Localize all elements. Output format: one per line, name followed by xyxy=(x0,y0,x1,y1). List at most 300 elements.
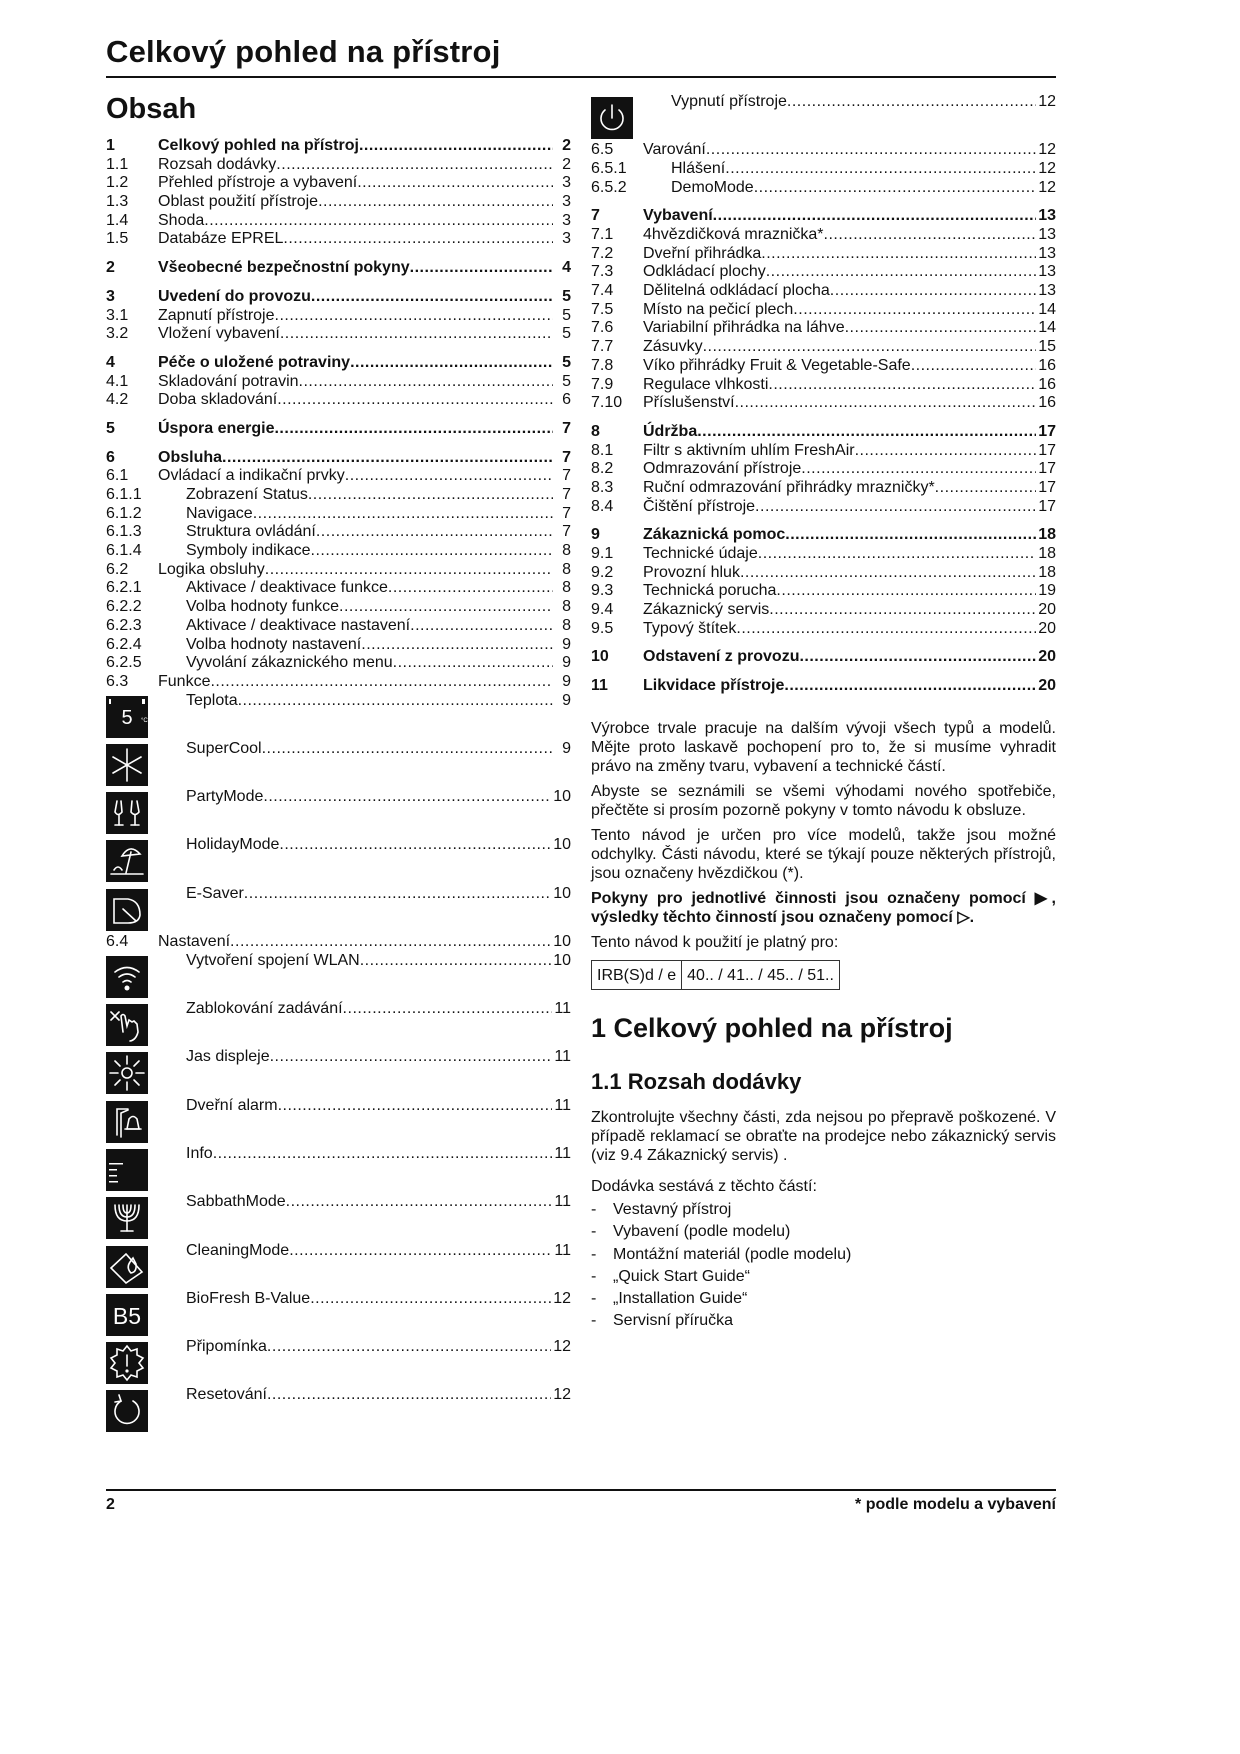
toc-dot-leader xyxy=(289,1242,552,1261)
toc-entry-page: 16 xyxy=(1038,356,1056,374)
toc-entry-title: Zásuvky xyxy=(643,338,703,356)
toc-entry-number: 3 xyxy=(106,287,115,305)
toc-entry-title: Volba hodnoty nastavení xyxy=(186,635,362,653)
toc-entry-title: Úspora energie xyxy=(158,419,275,437)
toc-entry-number: 8.1 xyxy=(591,441,614,459)
toc-entry-page: 10 xyxy=(553,933,571,951)
toc-entry-number: 6.2.3 xyxy=(106,616,142,634)
toc-entry[interactable] xyxy=(591,282,1056,301)
toc-entry-title: Dveřní alarm xyxy=(186,1096,278,1114)
toc-dot-leader xyxy=(766,263,1036,282)
toc-entry[interactable] xyxy=(591,526,1056,545)
section-heading: 1 Celkový pohled na přístroj xyxy=(591,1013,953,1043)
toc-entry-page: 2 xyxy=(562,137,571,154)
toc-entry-number: 6 xyxy=(106,448,115,466)
toc-dot-leader xyxy=(357,174,553,193)
toc-dot-leader xyxy=(310,1290,551,1309)
toc-entry-page: 20 xyxy=(1038,601,1056,619)
toc-entry-number: 7.8 xyxy=(591,356,614,374)
toc-entry[interactable] xyxy=(106,259,571,278)
power-off-icon xyxy=(591,97,633,139)
toc-entry[interactable] xyxy=(106,1000,571,1048)
toc-entry[interactable] xyxy=(591,460,1056,479)
info-service-icon xyxy=(106,1149,148,1191)
toc-dot-leader xyxy=(801,460,1036,479)
toc-entry-title: Obsluha xyxy=(158,448,223,466)
toc-entry[interactable] xyxy=(591,207,1056,226)
toc-entry[interactable] xyxy=(106,420,571,439)
toc-entry[interactable] xyxy=(106,542,571,561)
toc-entry-page: 15 xyxy=(1038,338,1056,356)
toc-entry-page: 17 xyxy=(1038,478,1056,496)
toc-entry-title: 4hvězdičková mraznička* xyxy=(643,226,824,244)
toc-entry-number: 6.3 xyxy=(106,672,129,690)
toc-dot-leader xyxy=(855,442,1037,461)
toc-dot-leader xyxy=(277,391,553,410)
toc-entry-page: 11 xyxy=(554,1048,571,1066)
toc-entry-page: 18 xyxy=(1038,545,1056,563)
toc-entry-title: Všeobecné bezpečnostní pokyny xyxy=(158,259,410,277)
toc-entry-title: Připomínka xyxy=(186,1338,267,1356)
toc-entry[interactable] xyxy=(106,156,571,175)
toc-dot-leader xyxy=(222,449,553,468)
toc-entry[interactable] xyxy=(106,788,571,836)
toc-dot-leader xyxy=(785,526,1036,545)
toc-dot-leader xyxy=(697,423,1036,442)
toc-entry-page: 16 xyxy=(1038,375,1056,393)
toc-entry[interactable] xyxy=(106,137,571,156)
toc-entry[interactable] xyxy=(106,193,571,212)
toc-entry[interactable] xyxy=(591,564,1056,583)
list-item-text: „Quick Start Guide“ xyxy=(613,1267,750,1285)
list-item-text: Montážní materiál (podle modelu) xyxy=(613,1245,852,1263)
toc-dot-leader xyxy=(768,376,1036,395)
toc-dot-leader xyxy=(299,373,553,392)
toc-entry-page: 16 xyxy=(1038,394,1056,412)
toc-entry-title: Technické údaje xyxy=(643,545,758,563)
toc-entry-page: 20 xyxy=(1038,648,1056,666)
toc-dot-leader xyxy=(784,677,1036,696)
sabbath-menorah-icon xyxy=(106,1197,148,1239)
toc-entry-number: 8.3 xyxy=(591,478,614,496)
toc-entry-number: 1.5 xyxy=(106,230,129,248)
toc-entry-number: 1 xyxy=(106,137,115,154)
toc-entry-number: 9.3 xyxy=(591,582,614,600)
toc-entry-number: 9.2 xyxy=(591,563,614,581)
toc-entry[interactable] xyxy=(106,579,571,598)
toc-entry-page: 12 xyxy=(553,1386,571,1404)
toc-entry[interactable] xyxy=(106,598,571,617)
toc-entry-page: 12 xyxy=(1038,93,1056,110)
biofresh-b-value-icon xyxy=(106,1294,148,1336)
toc-entry[interactable] xyxy=(106,373,571,392)
toc-entry[interactable] xyxy=(106,449,571,468)
toc-entry-number: 1.4 xyxy=(106,211,129,229)
toc-entry-title: Databáze EPREL xyxy=(158,230,284,248)
toc-dot-leader xyxy=(935,479,1037,498)
toc-entry-title: Péče o uložené potraviny xyxy=(158,353,351,371)
toc-entry[interactable] xyxy=(106,636,571,655)
toc-entry-page: 8 xyxy=(562,579,571,597)
toc-dot-leader xyxy=(736,620,1036,639)
toc-entry-number: 3.2 xyxy=(106,325,129,343)
intro-text xyxy=(591,719,1056,990)
toc-dot-leader xyxy=(793,301,1036,320)
toc-dot-leader xyxy=(238,692,553,711)
toc-entry-title: BioFresh B-Value xyxy=(186,1289,311,1307)
toc-entry-number: 7 xyxy=(591,207,600,225)
toc-entry-number: 5 xyxy=(106,419,115,437)
toc-entry-page: 17 xyxy=(1038,497,1056,515)
toc-entry[interactable] xyxy=(591,442,1056,461)
toc-entry-page: 11 xyxy=(554,1144,571,1162)
delivery-list-item xyxy=(591,1266,1056,1288)
toc-entry-number: 11 xyxy=(591,677,608,695)
toc-entry-page: 17 xyxy=(1038,460,1056,478)
toc-entry[interactable] xyxy=(106,523,571,542)
toc-entry-page: 10 xyxy=(553,788,571,806)
toc-entry-title: Doba skladování xyxy=(158,391,278,409)
toc-entry-number: 6.1.3 xyxy=(106,523,142,541)
toc-dot-leader xyxy=(311,542,554,561)
toc-entry[interactable] xyxy=(591,498,1056,517)
toc-entry-page: 9 xyxy=(562,672,571,690)
toc-entry-number: 6.1.1 xyxy=(106,486,142,503)
toc-entry-title: Odmrazování přístroje xyxy=(643,460,802,478)
toc-entry-number: 8 xyxy=(591,422,600,440)
toc-entry-number: 7.6 xyxy=(591,319,614,337)
toc-entry-title: PartyMode xyxy=(186,788,264,806)
toc-entry-number: 9.5 xyxy=(591,619,614,637)
toc-entry-title: Hlášení xyxy=(671,159,726,177)
toc-entry-page: 20 xyxy=(1038,619,1056,637)
toc-entry-number: 8.2 xyxy=(591,460,614,478)
toc-entry[interactable] xyxy=(591,179,1056,198)
toc-entry[interactable] xyxy=(591,141,1056,160)
partymode-glasses-icon xyxy=(106,792,148,834)
toc-dot-leader xyxy=(267,1386,551,1405)
toc-entry[interactable] xyxy=(591,226,1056,245)
toc-entry-title: Skladování potravin xyxy=(158,372,299,390)
svg-text:°C: °C xyxy=(141,717,148,724)
reminder-gear-alert-icon xyxy=(106,1342,148,1384)
toc-dot-leader xyxy=(339,598,553,617)
toc-entry[interactable] xyxy=(106,885,571,933)
toc-entry-page: 13 xyxy=(1038,226,1056,244)
toc-dot-leader xyxy=(713,207,1037,226)
toc-dot-leader xyxy=(706,141,1036,160)
toc-dot-leader xyxy=(360,952,552,971)
toc-entry-page: 12 xyxy=(553,1289,571,1307)
toc-dot-leader xyxy=(725,160,1036,179)
toc-entry-page: 17 xyxy=(1038,422,1056,440)
toc-dot-leader xyxy=(283,230,553,249)
toc-entry-number: 7.7 xyxy=(591,338,614,356)
validity-text: Tento návod k použití je platný pro: xyxy=(591,934,839,951)
delivery-list-item xyxy=(591,1221,1056,1243)
brightness-sun-icon xyxy=(106,1052,148,1094)
toc-entry[interactable] xyxy=(106,933,571,952)
toc-dot-leader xyxy=(308,486,553,505)
toc-dot-leader xyxy=(280,325,553,344)
toc-entry[interactable] xyxy=(106,307,571,326)
toc-dot-leader xyxy=(318,193,553,212)
toc-entry[interactable] xyxy=(106,1048,571,1096)
toc-entry[interactable] xyxy=(591,93,1056,141)
wifi-icon xyxy=(106,956,148,998)
toc-entry-page: 10 xyxy=(553,951,571,969)
toc-entry[interactable] xyxy=(591,601,1056,620)
toc-entry-title: Aktivace / deaktivace nastavení xyxy=(186,616,411,634)
toc-dot-leader xyxy=(204,212,553,231)
toc-dot-leader xyxy=(274,420,553,439)
toc-left-column xyxy=(106,137,571,1435)
toc-entry-title: E-Saver xyxy=(186,884,244,902)
toc-entry-page: 9 xyxy=(562,654,571,672)
icon-label: 5 xyxy=(121,706,133,729)
toc-entry[interactable] xyxy=(106,288,571,307)
toc-entry-title: Odkládací plochy xyxy=(643,263,766,281)
toc-dot-leader xyxy=(410,259,553,278)
list-bullet: - xyxy=(591,1267,597,1285)
delivery-section xyxy=(591,1108,1056,1333)
page-number: 2 xyxy=(106,1496,115,1513)
toc-dot-leader xyxy=(359,137,553,156)
toc-entry-page: 3 xyxy=(562,193,571,211)
toc-entry-title: Teplota xyxy=(186,691,238,709)
toc-entry-page: 5 xyxy=(562,306,571,324)
toc-entry-title: Jas displeje xyxy=(186,1048,270,1066)
toc-entry[interactable] xyxy=(591,263,1056,282)
toc-entry-title: Údržba xyxy=(643,422,698,440)
toc-entry-page: 12 xyxy=(1038,141,1056,159)
toc-entry[interactable] xyxy=(106,673,571,692)
toc-entry-page: 18 xyxy=(1038,563,1056,581)
toc-dot-leader xyxy=(755,498,1036,517)
toc-heading: Obsah xyxy=(106,93,197,125)
temperature-display-icon xyxy=(106,696,148,738)
toc-dot-leader xyxy=(343,1000,553,1019)
toc-entry-page: 3 xyxy=(562,174,571,192)
model-table xyxy=(591,960,840,990)
toc-entry-page: 5 xyxy=(562,287,571,305)
toc-entry-page: 14 xyxy=(1038,300,1056,318)
footer-divider xyxy=(106,1489,1056,1491)
toc-entry-page: 13 xyxy=(1038,207,1056,225)
toc-entry-number: 6.2.2 xyxy=(106,598,142,616)
toc-entry[interactable] xyxy=(106,1338,571,1386)
toc-dot-leader xyxy=(265,561,553,580)
toc-entry[interactable] xyxy=(106,230,571,249)
toc-entry-page: 12 xyxy=(1038,178,1056,196)
toc-entry[interactable] xyxy=(591,545,1056,564)
toc-entry-page: 7 xyxy=(562,523,571,541)
toc-entry[interactable] xyxy=(106,1193,571,1241)
toc-entry[interactable] xyxy=(106,836,571,884)
toc-entry[interactable] xyxy=(106,486,571,505)
toc-entry-title: Zákaznická pomoc xyxy=(643,526,786,544)
holidaymode-umbrella-icon xyxy=(106,840,148,882)
toc-entry[interactable] xyxy=(591,677,1056,696)
toc-entry-page: 5 xyxy=(562,353,571,371)
toc-entry-page: 9 xyxy=(562,739,571,757)
toc-entry-title: Rozsah dodávky xyxy=(158,155,277,173)
toc-entry-number: 6.5.1 xyxy=(591,159,627,177)
toc-dot-leader xyxy=(316,523,553,542)
toc-entry-title: Oblast použití přístroje xyxy=(158,193,319,211)
list-item-text: Vestavný přístroj xyxy=(613,1201,732,1218)
toc-dot-leader xyxy=(758,545,1036,564)
toc-entry-title: Typový štítek xyxy=(643,619,737,637)
toc-dot-leader xyxy=(267,1338,551,1357)
toc-entry[interactable] xyxy=(106,391,571,410)
list-bullet: - xyxy=(591,1223,597,1241)
toc-entry[interactable] xyxy=(106,740,571,788)
toc-entry-page: 12 xyxy=(1038,159,1056,177)
toc-entry[interactable] xyxy=(106,617,571,636)
reset-icon xyxy=(106,1390,148,1432)
toc-entry[interactable] xyxy=(106,561,571,580)
delivery-list-item xyxy=(591,1310,1056,1332)
toc-entry-number: 9 xyxy=(591,526,600,544)
toc-dot-leader xyxy=(911,357,1037,376)
toc-entry[interactable] xyxy=(106,325,571,344)
toc-entry-page: 11 xyxy=(554,1241,571,1259)
toc-entry-page: 3 xyxy=(562,230,571,248)
toc-entry[interactable] xyxy=(591,319,1056,338)
toc-entry[interactable] xyxy=(591,582,1056,601)
toc-entry-title: Info xyxy=(186,1144,213,1162)
toc-entry[interactable] xyxy=(591,479,1056,498)
delivery-list-item xyxy=(591,1244,1056,1266)
toc-entry-page: 7 xyxy=(562,504,571,522)
toc-entry-page: 9 xyxy=(562,635,571,653)
toc-entry-title: Vložení vybavení xyxy=(158,325,280,343)
toc-entry[interactable] xyxy=(106,952,571,1000)
toc-entry-title: DemoMode xyxy=(671,178,754,196)
toc-entry-title: Uvedení do provozu xyxy=(158,287,311,305)
toc-entry-number: 6.5.2 xyxy=(591,178,627,196)
delivery-paragraph: Zkontrolujte všechny části, zda nejsou po přepravě poškozené. V případě reklamací se obraťte na prodejce nebo zákaznický servis (viz 9.4 Zákaznický servis) . xyxy=(591,1109,1056,1164)
toc-entry[interactable] xyxy=(106,1145,571,1193)
toc-dot-leader xyxy=(388,579,553,598)
toc-entry[interactable] xyxy=(106,505,571,524)
toc-entry[interactable] xyxy=(106,1242,571,1290)
toc-entry-number: 3.1 xyxy=(106,306,129,324)
toc-entry[interactable] xyxy=(591,245,1056,264)
page-title: Celkový pohled na přístroj xyxy=(106,34,501,69)
cleaningmode-icon xyxy=(106,1246,148,1288)
toc-entry[interactable] xyxy=(106,654,571,673)
toc-entry[interactable] xyxy=(591,648,1056,667)
toc-dot-leader xyxy=(703,338,1037,357)
toc-entry-title: Vybavení xyxy=(643,207,713,225)
toc-entry[interactable] xyxy=(106,1386,571,1434)
toc-entry-title: Logika obsluhy xyxy=(158,560,265,578)
toc-entry[interactable] xyxy=(591,394,1056,413)
toc-entry-page: 5 xyxy=(562,372,571,390)
toc-entry-title: SabbathMode xyxy=(186,1193,286,1211)
toc-entry-page: 17 xyxy=(1038,441,1056,459)
toc-entry[interactable] xyxy=(591,357,1056,376)
toc-entry[interactable] xyxy=(106,1290,571,1338)
toc-entry[interactable] xyxy=(591,423,1056,442)
delivery-intro: Dodávka sestává z těchto částí: xyxy=(591,1178,817,1195)
toc-entry-title: Nastavení xyxy=(158,933,231,951)
toc-entry-page: 11 xyxy=(554,1193,571,1211)
toc-dot-leader xyxy=(279,836,551,855)
toc-entry-number: 7.10 xyxy=(591,394,623,412)
toc-entry-title: Ruční odmrazování přihrádky mrazničky* xyxy=(643,478,935,496)
toc-entry-page: 6 xyxy=(562,391,571,409)
toc-entry-number: 6.2 xyxy=(106,560,129,578)
toc-entry-number: 7.1 xyxy=(591,226,614,244)
toc-entry[interactable] xyxy=(106,1097,571,1145)
toc-entry-title: Zákaznický servis xyxy=(643,601,770,619)
supercool-snowflake-icon xyxy=(106,744,148,786)
toc-entry[interactable] xyxy=(106,212,571,231)
toc-entry[interactable] xyxy=(106,692,571,740)
list-bullet: - xyxy=(591,1245,597,1263)
toc-entry-page: 8 xyxy=(562,616,571,634)
toc-entry-number: 6.5 xyxy=(591,141,614,159)
intro-paragraph: Výrobce trvale pracuje na dalším vývoji všech typů a modelů. Mějte proto laskavě pochopení pro to, že si musíme vyhradit právo na změny tvaru, vybavení a technické částí. xyxy=(591,720,1056,775)
toc-entry[interactable] xyxy=(591,376,1056,395)
toc-entry[interactable] xyxy=(106,174,571,193)
toc-entry-title: Vyvolání zákaznického menu xyxy=(186,654,393,672)
toc-dot-leader xyxy=(410,617,553,636)
toc-entry-page: 11 xyxy=(554,1096,571,1114)
toc-entry[interactable] xyxy=(106,467,571,486)
toc-entry-page: 7 xyxy=(562,486,571,503)
toc-entry[interactable] xyxy=(591,301,1056,320)
toc-entry-number: 6.2.5 xyxy=(106,654,142,672)
toc-dot-leader xyxy=(276,156,553,175)
toc-dot-leader xyxy=(735,394,1037,413)
toc-dot-leader xyxy=(263,788,551,807)
toc-dot-leader xyxy=(799,648,1036,667)
toc-entry-title: Shoda xyxy=(158,211,205,229)
toc-entry-page: 13 xyxy=(1038,244,1056,262)
toc-entry[interactable] xyxy=(106,354,571,373)
toc-entry[interactable] xyxy=(591,620,1056,639)
toc-entry-page: 7 xyxy=(562,467,571,485)
toc-entry-title: Víko přihrádky Fruit & Vegetable-Safe xyxy=(643,356,911,374)
toc-entry-title: Likvidace přístroje xyxy=(643,677,785,695)
toc-entry-page: 10 xyxy=(553,836,571,854)
toc-entry[interactable] xyxy=(591,338,1056,357)
toc-entry-title: Navigace xyxy=(186,504,253,522)
list-bullet: - xyxy=(591,1201,597,1218)
toc-entry-title: Provozní hluk xyxy=(643,563,740,581)
toc-entry-number: 8.4 xyxy=(591,497,614,515)
toc-dot-leader xyxy=(350,354,553,373)
toc-entry-title: Resetování xyxy=(186,1386,267,1404)
toc-entry-title: Volba hodnoty funkce xyxy=(186,598,340,616)
toc-entry-title: Regulace vlhkosti xyxy=(643,375,769,393)
toc-entry-page: 14 xyxy=(1038,319,1056,337)
toc-entry-number: 7.4 xyxy=(591,282,614,300)
toc-entry-page: 3 xyxy=(562,211,571,229)
toc-entry-title: Zobrazení Status xyxy=(186,486,308,503)
toc-entry[interactable] xyxy=(591,160,1056,179)
toc-dot-leader xyxy=(787,93,1036,112)
toc-entry-title: CleaningMode xyxy=(186,1241,290,1259)
toc-dot-leader xyxy=(244,885,551,904)
toc-entry-page: 5 xyxy=(562,325,571,343)
toc-entry-title: Zablokování zadávání xyxy=(186,1000,343,1018)
toc-dot-leader xyxy=(253,505,553,524)
